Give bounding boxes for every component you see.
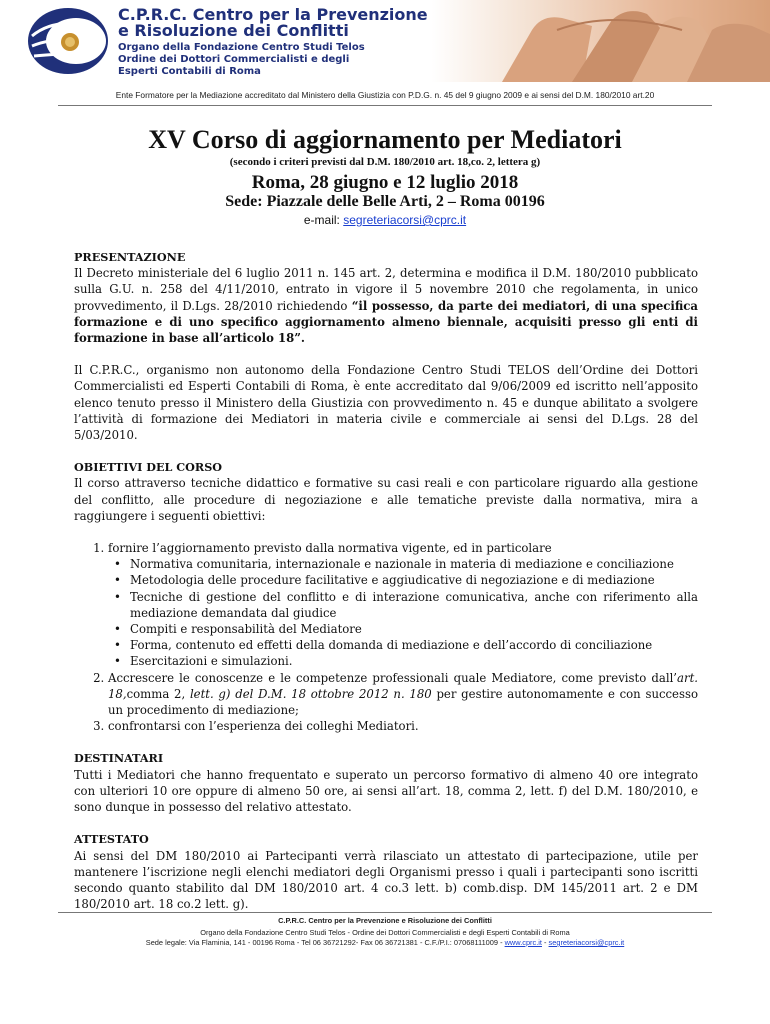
objective-item-1	[108, 540, 698, 670]
objective-item-2-comma: comma 2,	[126, 686, 190, 701]
letterhead	[0, 0, 770, 100]
document-body	[74, 249, 698, 912]
obiettivi-intro: Il corso attraverso tecniche didattico e formative su casi reali e con particolare riguardo alla gestione del conflitto, alle procedure di negoziazione e alle tematiche previste dalla normativa, mira a raggiungere i seguenti obiettivi:	[74, 476, 698, 523]
objective-item-2-end: per gestire autonomamente e con successo un procedimento di mediazione;	[108, 686, 699, 718]
presentazione-p1-text: Il Decreto ministeriale del 6 luglio 2011 n. 145 art. 2, determina e modifica il D.M. 180/2010 pubblicato sulla G.U. n. 258 del 4/11/2010, entrato in vigore il 5 novembre 2010 che regolamenta, in unico provvedimento, il D.Lgs. 28/2010 richiedendo	[74, 266, 698, 313]
objective-item-2-text: Accrescere le conoscenze e le competenze professionali quale Mediatore, come previsto dall’	[108, 670, 678, 685]
footer-website-link[interactable]: www.cprc.it	[504, 938, 542, 947]
accreditation-line: Ente Formatore per la Mediazione accreditato dal Ministero della Giustizia con P.D.G. n. 45 del 9 giugno 2009 e ai sensi del D.M. 180/2010 art.20	[115, 90, 655, 100]
course-venue: Sede: Piazzale delle Belle Arti, 2 – Roma 00196	[225, 193, 545, 210]
organization-name-block	[118, 7, 428, 78]
footer-org-subtitle: Organo della Fondazione Centro Studi Telos - Ordine dei Dottori Commercialisti e degli Esperti Contabili di Roma	[200, 928, 570, 937]
objectives-list	[74, 540, 698, 734]
org-name-line2: e Risoluzione dei Conflitti	[118, 21, 349, 40]
presentazione-paragraph-2: Il C.P.R.C., organismo non autonomo della Fondazione Centro Studi TELOS dell’Ordine dei Dottori Commercialisti ed Esperti Contabili di Roma, è ente accreditato dal 9/06/2009 ed iscritto nell’apposito elenco tenuto presso il Ministero della Giustizia con provvedimento n. 45 e dunque abilitato a svolgere l’attività di formazione dei Mediatori in materia civile e commerciale ai sensi del D.Lgs. 28 del 5/03/2010.	[74, 363, 698, 443]
footer-address: Sede legale: Via Flaminia, 141 - 00196 Roma - Tel 06 36721292- Fax 06 36721381 - C.F./P.I.: 07068111009 -	[145, 938, 505, 947]
bullet-item: • Forma, contenuto ed effetti della domanda di mediazione e dell’accordo di conciliazione	[128, 637, 698, 653]
footer-org-name: C.P.R.C. Centro per la Prevenzione e Risoluzione dei Conflitti	[278, 916, 492, 925]
bullet-item: • Esercitazioni e simulazioni.	[128, 653, 698, 669]
org-name-line1: C.P.R.C. Centro per la Prevenzione	[118, 5, 428, 24]
footer-email-link[interactable]: segreteriacorsi@cprc.it	[548, 938, 625, 947]
email-link[interactable]: segreteriacorsi@cprc.it	[343, 213, 467, 227]
bullet-item: • Normativa comunitaria, internazionale e nazionale in materia di mediazione e conciliazione	[128, 556, 698, 572]
joined-hands-image	[462, 0, 770, 82]
objective-bullets	[108, 556, 698, 669]
section-heading-destinatari: DESTINATARI	[74, 751, 164, 766]
destinatari-text: Tutti i Mediatori che hanno frequentato e superato un percorso formativo di almeno 40 ore integrato con ulteriori 10 ore oppure di almeno 50 ore, ai sensi all’art. 18, comma 2, lett. f) del D.M. 180/2010, e sono dunque in possesso del relativo attestato.	[74, 767, 698, 815]
objective-item-3: 3. confrontarsi con l’esperienza dei colleghi Mediatori.	[108, 718, 698, 734]
email-label: e-mail:	[303, 213, 340, 227]
objective-item-2-decree: lett. g) del D.M. 18 ottobre 2012 n. 180	[189, 686, 432, 701]
course-title: XV Corso di aggiornamento per Mediatori	[148, 125, 622, 154]
org-subtitle-1: Organo della Fondazione Centro Studi Telos	[118, 42, 365, 53]
footer-separator: -	[541, 938, 549, 947]
org-subtitle-3: Esperti Contabili di Roma	[118, 66, 261, 77]
presentazione-paragraph-1	[74, 265, 698, 346]
objective-item-2-ref: art. 18,	[108, 670, 698, 701]
presentazione-p1-quote: “il possesso, da parte dei mediatori, di una specifica formazione e di uno specifico aggiornamento almeno biennale, acquisiti presso gli enti di formazione in base all’articolo 18”.	[74, 298, 699, 346]
section-heading-presentazione: PRESENTAZIONE	[74, 250, 186, 264]
section-heading-attestato: ATTESTATO	[74, 832, 149, 847]
footer-address-line	[0, 938, 770, 947]
bullet-item: • Compiti e responsabilità del Mediatore	[128, 621, 698, 637]
course-dates: Roma, 28 giugno e 12 luglio 2018	[251, 172, 519, 193]
header-divider	[58, 105, 712, 106]
bullet-item: • Tecniche di gestione del conflitto e di interazione comunicativa, anche con riferimento alla mediazione demandata dal giudice	[128, 589, 698, 621]
bullet-item: • Metodologia delle procedure facilitative e aggiudicative di negoziazione e di mediazione	[128, 572, 698, 588]
objective-item-2	[108, 670, 698, 719]
course-criteria: (secondo i criteri previsti dal D.M. 180/2010 art. 18,co. 2, lettera g)	[229, 156, 541, 168]
attestato-text: Ai sensi del DM 180/2010 ai Partecipanti verrà rilasciato un attestato di partecipazione, utile per mantenere l’iscrizione negli elenchi mediatori degli Organismi presso i quali i partecipanti sono iscritti secondo quanto stabilito dal DM 180/2010 art. 4 co.3 lett. b) comb.disp. DM 145/2011 art. 2 e DM 180/2010 art. 18 co.2 lett. g).	[74, 848, 698, 912]
objective-item-1-text: fornire l’aggiornamento previsto dalla normativa vigente, ed in particolare	[108, 541, 552, 556]
section-heading-obiettivi: OBIETTIVI DEL CORSO	[74, 460, 223, 475]
org-subtitle-2: Ordine dei Dottori Commercialisti e degli	[118, 54, 350, 65]
contact-email-line	[0, 213, 770, 227]
footer-divider	[58, 912, 712, 913]
cprc-logo-icon	[26, 6, 108, 76]
